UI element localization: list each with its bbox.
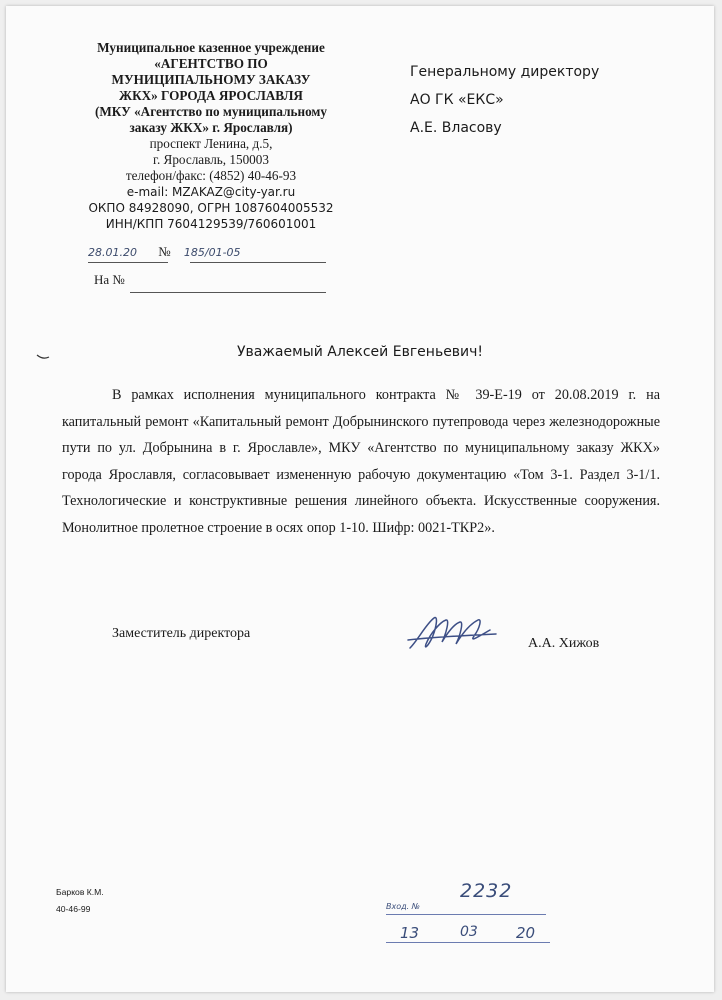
sender-line: заказу ЖКХ» г. Ярославля) (129, 120, 293, 135)
outgoing-date: 28.01.20 (88, 246, 137, 259)
incoming-date-day: 13 (400, 924, 420, 942)
signatory-title: Заместитель директора (112, 626, 251, 641)
sender-line: телефон/факс: (4852) 40-46-93 (125, 168, 297, 183)
sender-inn: ИНН/КПП 7604129539/760601001 (105, 217, 317, 231)
outgoing-registration (88, 244, 241, 260)
sender-line: МУНИЦИПАЛЬНОМУ ЗАКАЗУ (111, 72, 311, 87)
addressee-line: Генеральному директору (410, 64, 600, 80)
reply-to-line (130, 292, 326, 293)
sender-line: г. Ярославль, 150003 (153, 152, 269, 167)
letter-body: В рамках исполнения муниципального контракта № 39-Е-19 от 20.08.2019 г. на капитальный ремонт «Капитальный ремонт Добрынинского путепровода через железнодорожные пути по ул. Добрынина в г. Ярославле», МКУ «Агентство по муниципальному заказу ЖКХ» города Ярославля, согласовывает измененную рабочую документацию «Том 3-1. Раздел 3-1/1. Технологические и конструктивные решения линейного объекта. Искусственные сооружения. Монолитное пролетное строение в осях опор 1-10. Шифр: 0021-ТКР2». (62, 387, 660, 536)
incoming-number-line (386, 914, 546, 915)
incoming-date-year: 20 (516, 924, 536, 942)
executor-block (56, 884, 104, 918)
sender-email: e-mail: MZAKAZ@city-yar.ru (126, 185, 296, 199)
reply-to-label: На № (94, 272, 125, 287)
outgoing-number: 185/01-05 (183, 246, 241, 259)
sender-line: «АГЕНТСТВО ПО (154, 56, 268, 71)
signatory-name: А.А. Хижов (528, 636, 600, 651)
incoming-date-line (386, 942, 550, 943)
handwritten-signature (404, 610, 500, 656)
incoming-number: 2232 (460, 880, 513, 902)
sender-line: (МКУ «Агентство по муниципальному (94, 104, 328, 119)
sender-line: ЖКХ» ГОРОДА ЯРОСЛАВЛЯ (119, 88, 303, 103)
outgoing-date-line (88, 262, 168, 263)
addressee-line: АО ГК «ЕКС» (410, 92, 504, 108)
incoming-no-label: Вход. № (386, 902, 421, 911)
executor-phone: 40-46-99 (56, 904, 91, 914)
document-page (6, 6, 714, 992)
outgoing-no-label: № (158, 244, 171, 259)
addressee-line: А.Е. Власову (410, 120, 502, 136)
outgoing-number-line (190, 262, 326, 263)
executor-name: Барков К.М. (56, 887, 104, 897)
sender-okpo: ОКПО 84928090, ОГРН 1087604005532 (88, 201, 334, 215)
sender-line: проспект Ленина, д.5, (149, 136, 273, 151)
sender-block (66, 40, 356, 232)
addressee-block (410, 58, 700, 142)
greeting: Уважаемый Алексей Евгеньевич! (236, 344, 484, 360)
incoming-stamp (382, 874, 582, 950)
sender-line: Муниципальное казенное учреждение (97, 40, 325, 55)
incoming-date-month: 03 (460, 924, 478, 940)
